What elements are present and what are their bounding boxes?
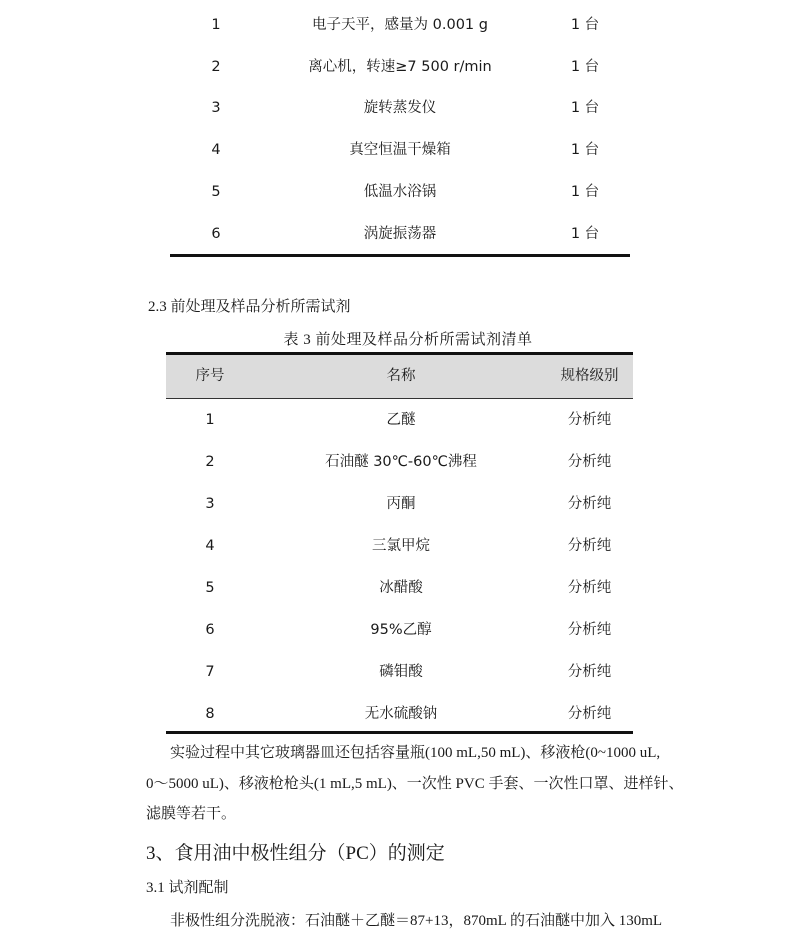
equipment-name: 涡旋振荡器 (363, 226, 437, 242)
row-number: 4 (211, 142, 221, 158)
equipment-name: 旋转蒸发仪 (363, 100, 437, 116)
row-number: 5 (205, 580, 215, 596)
reagent-grade: 分析纯 (567, 622, 612, 638)
row-number: 7 (205, 664, 215, 680)
row-number: 3 (211, 100, 221, 116)
row-number: 1 (205, 412, 215, 428)
table-caption: 表 3 前处理及样品分析所需试剂清单 (283, 332, 533, 348)
paragraph-line: 滤膜等若干。 (146, 806, 237, 822)
reagent-name: 无水硫酸钠 (364, 706, 438, 722)
row-number: 2 (211, 59, 221, 75)
table-row (170, 46, 630, 88)
header-number: 序号 (195, 368, 225, 384)
row-number: 6 (211, 226, 221, 242)
row-number: 4 (205, 538, 215, 554)
body-text: 非极性组分洗脱液：石油醚＋乙醚＝87+13，870mL 的石油醚中加入 130mL (170, 913, 663, 929)
reagent-name: 石油醚 30℃-60℃沸程 (325, 454, 477, 470)
table-row (166, 525, 633, 567)
equipment-quantity: 1 台 (570, 100, 600, 116)
row-number: 2 (205, 454, 215, 470)
table-row (166, 483, 633, 525)
reagent-name: 95%乙醇 (370, 622, 432, 638)
equipment-name: 电子天平，感量为 0.001 g (312, 17, 488, 33)
equipment-name: 离心机，转速≥7 500 r/min (308, 59, 492, 75)
reagent-grade: 分析纯 (567, 664, 612, 680)
reagent-grade: 分析纯 (567, 454, 612, 470)
paragraph-line: 实验过程中其它玻璃器皿还包括容量瓶(100 mL,50 mL)、移液枪(0~1000 uL, (170, 745, 661, 761)
table-header (166, 355, 633, 399)
reagents-table (166, 352, 633, 734)
reagent-name: 丙酮 (386, 496, 416, 512)
table-row (166, 399, 633, 441)
table-row (170, 129, 630, 171)
reagent-grade: 分析纯 (567, 412, 612, 428)
table-row (170, 4, 630, 46)
section-heading: 2.3 前处理及样品分析所需试剂 (148, 299, 351, 315)
row-number: 3 (205, 496, 215, 512)
table-row (166, 441, 633, 483)
header-spec: 规格级别 (560, 368, 619, 384)
table-row (166, 567, 633, 609)
section-heading: 3、食用油中极性组分（PC）的测定 (146, 843, 445, 864)
reagent-grade: 分析纯 (567, 580, 612, 596)
reagent-grade: 分析纯 (567, 496, 612, 512)
table-bottom-rule (170, 254, 630, 257)
table-row (166, 651, 633, 693)
table-row (166, 693, 633, 735)
table-row (166, 609, 633, 651)
reagent-name: 磷钼酸 (379, 664, 423, 680)
reagent-name: 冰醋酸 (379, 580, 423, 596)
paragraph-line: 0～5000 uL)、移液枪枪头(1 mL,5 mL)、一次性 PVC 手套、一次性口罩、进样针、 (146, 776, 684, 792)
row-number: 6 (205, 622, 215, 638)
header-name: 名称 (386, 368, 416, 384)
reagent-name: 三氯甲烷 (372, 538, 430, 554)
table-row (170, 87, 630, 129)
equipment-quantity: 1 台 (570, 184, 600, 200)
table-row (170, 213, 630, 255)
equipment-quantity: 1 台 (570, 142, 600, 158)
equipment-quantity: 1 台 (570, 226, 600, 242)
equipment-name: 低温水浴锅 (363, 184, 437, 200)
row-number: 5 (211, 184, 221, 200)
reagent-grade: 分析纯 (567, 538, 612, 554)
row-number: 8 (205, 706, 215, 722)
equipment-quantity: 1 台 (570, 59, 600, 75)
table-row (170, 171, 630, 213)
equipment-name: 真空恒温干燥箱 (349, 142, 451, 158)
reagent-name: 乙醚 (386, 412, 416, 428)
row-number: 1 (211, 17, 221, 33)
equipment-quantity: 1 台 (570, 17, 600, 33)
reagent-grade: 分析纯 (567, 706, 612, 722)
subsection-heading: 3.1 试剂配制 (146, 880, 229, 896)
